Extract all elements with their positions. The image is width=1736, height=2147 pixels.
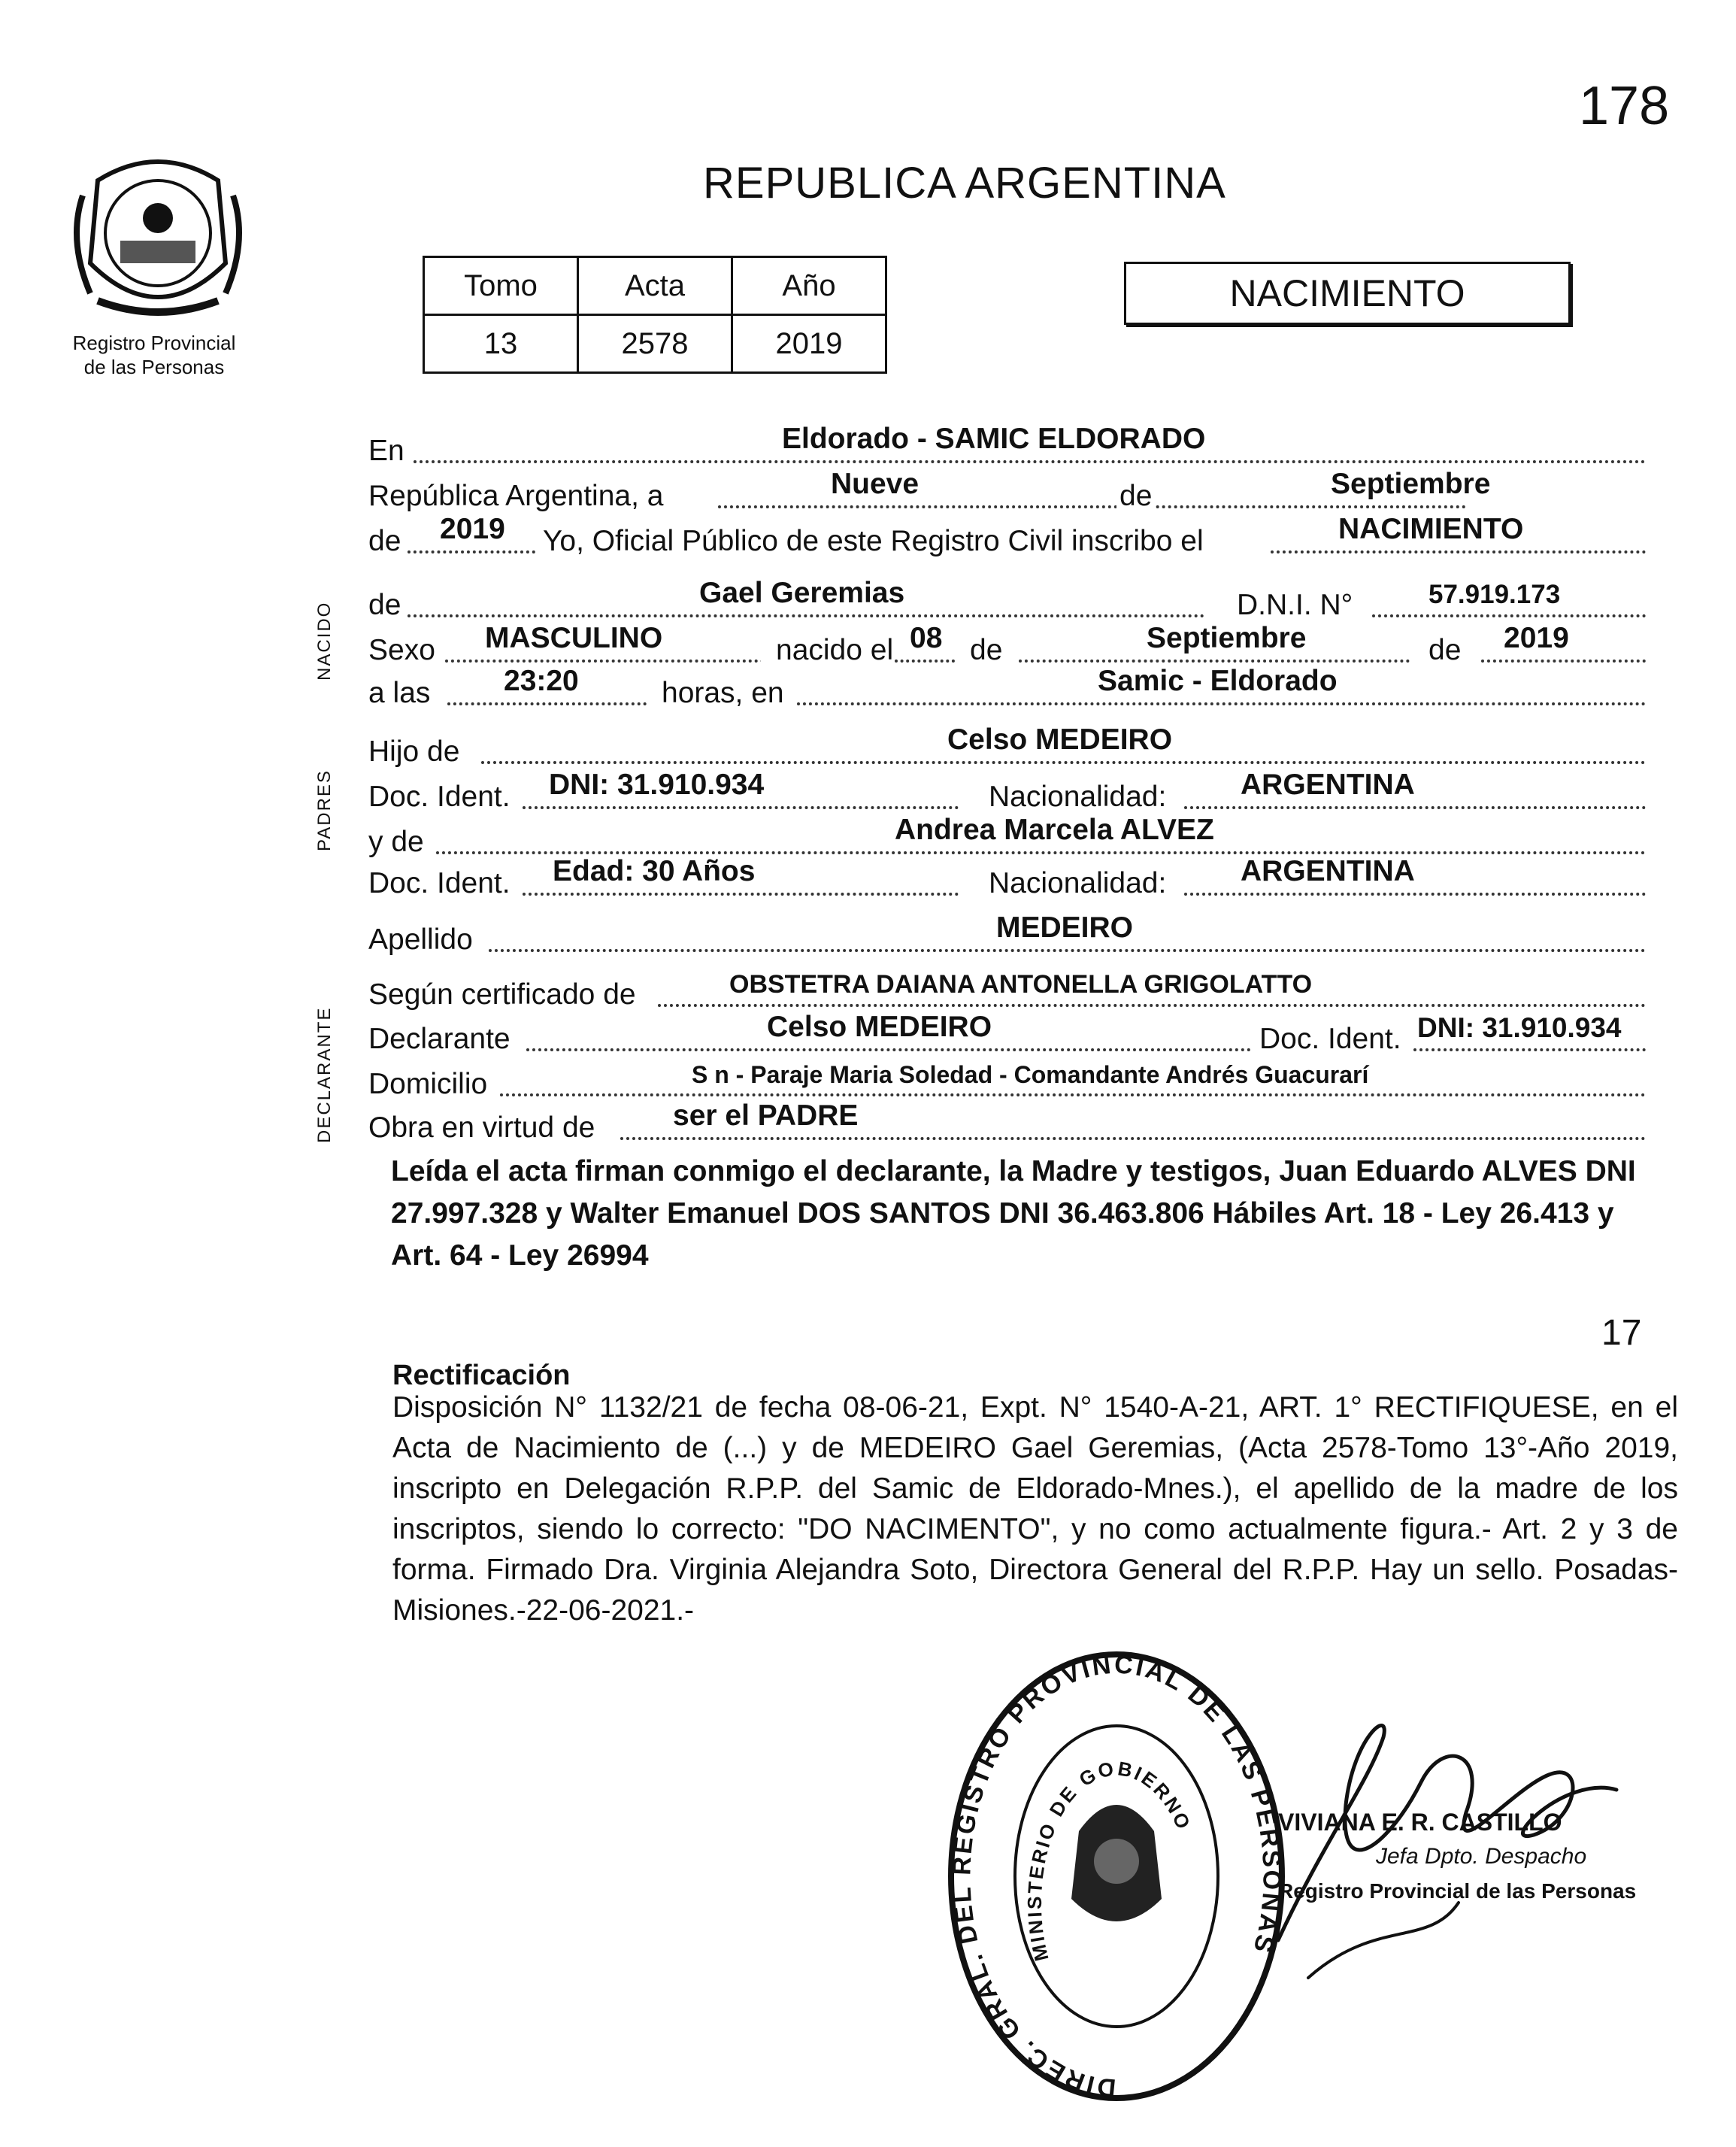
dotted-line: [1481, 660, 1646, 663]
domicilio-value: S n - Paraje Maria Soledad - Comandante Andrés Guacurarí: [692, 1061, 1369, 1088]
dotted-line: [1019, 660, 1410, 663]
handwritten-signature: [1263, 1692, 1654, 2008]
madre-nacionalidad: ARGENTINA: [1241, 855, 1415, 887]
rectificacion-body: Disposición N° 1132/21 de fecha 08-06-21, Expt. N° 1540-A-21, ART. 1° RECTIFIQUESE, en el Acta de Nacimiento de (...) y de MEDEIRO Gael Geremias, (Acta 2578-Tomo 13°-Año 2019, inscripto en Delegación R.P.P. del Samic de Eldorado-Mnes.), el apellido de la madre de los inscriptos, siendo lo correcto: "DO NACIMENTO", y no como actualmente figura.- Art. 2 y 3 de forma. Firmado Dra. Virginia Alejandra Soto, Directora General del R.P.P. Hay un sello. Posadas-Misiones.-22-06-2021.-: [392, 1391, 1678, 1627]
registro-line-1: Registro Provincial: [72, 332, 236, 354]
tomo-value: 13: [424, 315, 578, 373]
a-las-label: a las: [368, 677, 431, 709]
dotted-line: [797, 702, 1646, 705]
acta-header: Acta: [578, 257, 732, 315]
nacido-side-label: NACIDO: [314, 601, 335, 681]
row-declarante: [368, 1011, 1646, 1056]
row-apellido: [368, 911, 1646, 957]
stamp-inner-text: MINISTERIO DE GOBIERNO: [1023, 1757, 1196, 1964]
dotted-line: [481, 761, 1646, 764]
padre-documento: DNI: 31.910.934: [549, 769, 765, 801]
official-oval-stamp: [944, 1643, 1289, 2109]
dotted-line: [407, 614, 1204, 617]
sexo-value: MASCULINO: [485, 622, 663, 654]
margin-number: 17: [1601, 1313, 1642, 1353]
row-padre: [368, 723, 1646, 769]
dni-label: D.N.I. N°: [1237, 589, 1353, 621]
sexo-label: Sexo: [368, 634, 435, 666]
meta-value-row: [424, 315, 886, 373]
row-sexo: [368, 622, 1646, 667]
declarante-documento: DNI: 31.910.934: [1417, 1012, 1622, 1043]
row-padre-doc: [368, 769, 1646, 814]
mes-inscripcion: Septiembre: [1331, 468, 1491, 500]
official-name: VIVIANA E. R. CASTILLO: [1278, 1809, 1562, 1836]
row-nombre: [368, 577, 1646, 622]
registro-line-2: de las Personas: [83, 356, 225, 378]
dotted-line: [445, 660, 776, 663]
row-hora: [368, 665, 1646, 710]
dotted-line: [1184, 893, 1646, 896]
tomo-header: Tomo: [424, 257, 578, 315]
meta-header-row: [424, 257, 886, 315]
obra-en-virtud-label: Obra en virtud de: [368, 1111, 595, 1144]
dia-inscripcion: Nueve: [831, 468, 920, 500]
republica-label: República Argentina, a: [368, 480, 664, 512]
act-type-box: NACIMIENTO: [1124, 262, 1571, 325]
row-certificado: [368, 972, 1646, 1011]
de-label: de: [368, 589, 401, 621]
domicilio-label: Domicilio: [368, 1068, 488, 1100]
de-label: de: [1428, 634, 1462, 666]
dotted-line: [1372, 614, 1646, 617]
row-madre-doc: [368, 855, 1646, 900]
madre-nombre: Andrea Marcela ALVEZ: [895, 814, 1214, 846]
doc-ident-label: Doc. Ident.: [368, 781, 510, 813]
dotted-line: [500, 1093, 1646, 1096]
dotted-line: [1184, 806, 1646, 809]
padre-nombre: Celso MEDEIRO: [947, 723, 1173, 756]
dotted-line: [895, 660, 955, 663]
certificado-value: OBSTETRA DAIANA ANTONELLA GRIGOLATTO: [729, 970, 1313, 999]
doc-ident-label: Doc. Ident.: [368, 867, 510, 899]
row-domicilio: [368, 1062, 1646, 1101]
dotted-line: [447, 702, 647, 705]
nacionalidad-label: Nacionalidad:: [989, 781, 1167, 813]
nacimiento-dia: 08: [910, 622, 943, 654]
registro-label: [45, 331, 263, 379]
madre-documento: Edad: 30 Años: [553, 855, 756, 887]
tipo-inscripcion: NACIMIENTO: [1338, 513, 1524, 545]
dotted-line: [523, 806, 959, 809]
lugar-inscripcion: Eldorado - SAMIC ELDORADO: [782, 423, 1206, 455]
dotted-line: [436, 851, 1646, 854]
declarante-nombre: Celso MEDEIRO: [767, 1011, 992, 1043]
anio-inscripcion: 2019: [440, 513, 505, 545]
segun-certificado-label: Según certificado de: [368, 978, 636, 1011]
apellido-label: Apellido: [368, 923, 473, 956]
de-label: de: [1116, 480, 1155, 513]
official-office: Registro Provincial de las Personas: [1278, 1879, 1637, 1903]
nacimiento-mes: Septiembre: [1147, 622, 1307, 654]
provincia-misiones-seal: [68, 150, 248, 323]
padre-nacionalidad: ARGENTINA: [1241, 769, 1415, 801]
horas-en-label: horas, en: [662, 677, 784, 709]
doc-ident-label: Doc. Ident.: [1252, 1023, 1401, 1056]
country-title: REPUBLICA ARGENTINA: [703, 159, 1226, 208]
nombre-nacido: Gael Geremias: [699, 577, 905, 609]
row-madre: [368, 814, 1646, 859]
padres-side-label: PADRES: [314, 769, 335, 851]
dotted-line: [407, 550, 535, 553]
apellido-value: MEDEIRO: [996, 911, 1134, 944]
stamp-ring-text: DIREC. GRAL. DEL REGISTRO PROVINCIAL DE LAS PERSONAS: [947, 1650, 1286, 2103]
acta-value: 2578: [578, 315, 732, 373]
virtud-value: ser el PADRE: [673, 1099, 859, 1132]
dotted-line: [658, 1004, 1646, 1007]
y-de-label: y de: [368, 826, 424, 858]
dotted-line: [526, 1048, 1263, 1051]
dotted-line: [718, 505, 1466, 508]
nacido-el-label: nacido el: [761, 634, 893, 667]
dotted-line: [620, 1137, 1646, 1140]
hora-nacimiento: 23:20: [504, 665, 579, 697]
tomo-acta-anio-table: [423, 256, 887, 374]
de-label: de: [368, 525, 401, 557]
declarante-side-label: DECLARANTE: [314, 1006, 335, 1143]
dotted-line: [414, 460, 1646, 463]
dotted-line: [523, 893, 959, 896]
dotted-line: [489, 949, 1646, 952]
row-en: [368, 423, 1646, 468]
closing-statement: Leída el acta firman conmigo el declarante, la Madre y testigos, Juan Eduardo ALVES DNI 27.997.328 y Walter Emanuel DOS SANTOS DNI 36.463.806 Hábiles Art. 18 - Ley 26.413 y Art. 64 - Ley 26994: [391, 1155, 1636, 1272]
oficial-label: Yo, Oficial Público de este Registro Civil inscribo el: [543, 525, 1204, 557]
row-anio: [368, 513, 1646, 558]
dotted-line: [1413, 1048, 1646, 1051]
hijo-de-label: Hijo de: [368, 735, 460, 768]
row-virtud: [368, 1099, 1646, 1145]
official-role: Jefa Dpto. Despacho: [1376, 1844, 1587, 1869]
nacionalidad-label: Nacionalidad:: [989, 867, 1167, 899]
page-number: 178: [1579, 76, 1670, 136]
en-label: En: [368, 435, 404, 467]
declarante-label: Declarante: [368, 1023, 510, 1055]
rectificacion-title: Rectificación: [392, 1360, 571, 1391]
row-fecha: [368, 468, 1646, 513]
nacimiento-anio: 2019: [1504, 622, 1569, 654]
dni-nacido: 57.919.173: [1428, 580, 1561, 609]
anio-header: Año: [732, 257, 886, 315]
lugar-nacimiento: Samic - Eldorado: [1098, 665, 1338, 697]
dotted-line: [1271, 550, 1646, 553]
de-label: de: [970, 634, 1003, 666]
anio-value: 2019: [732, 315, 886, 373]
